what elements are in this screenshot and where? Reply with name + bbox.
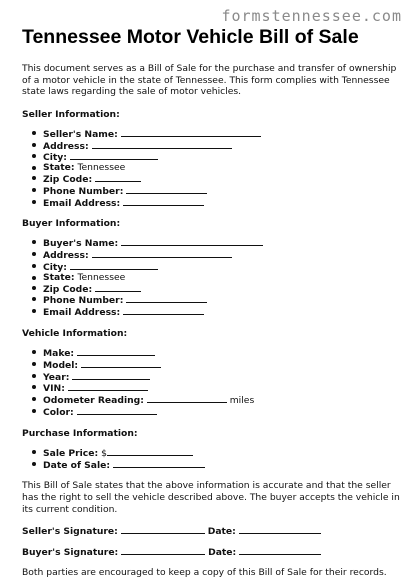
sale-date-field	[43, 459, 400, 471]
vehicle-model-field	[43, 359, 400, 371]
vehicle-make-field	[43, 347, 400, 359]
buyer-city-label: City:	[43, 261, 67, 273]
purchase-fields	[22, 447, 400, 471]
vehicle-vin-blank[interactable]	[68, 382, 148, 391]
buyer-state-field	[43, 273, 400, 283]
seller-email-label: Email Address:	[43, 197, 121, 209]
buyer-email-blank[interactable]	[123, 306, 204, 315]
watermark: formstennessee.com	[221, 7, 402, 25]
seller-city-label: City:	[43, 152, 67, 164]
vehicle-year-blank[interactable]	[72, 371, 150, 380]
seller-date-blank[interactable]	[239, 525, 321, 534]
page-title: Tennessee Motor Vehicle Bill of Sale	[22, 26, 359, 48]
seller-state-label: State:	[43, 162, 75, 174]
vehicle-make-blank[interactable]	[77, 347, 155, 356]
buyer-signature-blank[interactable]	[121, 546, 205, 555]
sale-price-label: Sale Price:	[43, 447, 99, 459]
seller-email-field	[43, 197, 400, 209]
seller-name-field	[43, 128, 400, 140]
seller-name-label: Seller's Name:	[43, 128, 118, 140]
vehicle-vin-field	[43, 382, 400, 394]
vehicle-model-blank[interactable]	[81, 359, 161, 368]
buyer-zip-label: Zip Code:	[43, 283, 93, 295]
seller-signature-line	[22, 525, 400, 538]
buyer-address-blank[interactable]	[92, 249, 232, 258]
sale-date-label: Date of Sale:	[43, 459, 111, 471]
vehicle-year-label: Year:	[43, 371, 70, 383]
buyer-date-label: Date:	[208, 547, 237, 559]
sale-date-blank[interactable]	[113, 459, 205, 468]
purchase-section-heading: Purchase Information:	[22, 427, 138, 439]
seller-zip-label: Zip Code:	[43, 173, 93, 185]
buyer-state-label: State:	[43, 271, 75, 283]
seller-section-heading: Seller Information:	[22, 108, 120, 120]
buyer-date-blank[interactable]	[239, 546, 321, 555]
vehicle-color-blank[interactable]	[77, 406, 157, 415]
seller-name-blank[interactable]	[121, 128, 261, 137]
seller-email-blank[interactable]	[123, 197, 204, 206]
buyer-name-field	[43, 237, 400, 249]
vehicle-vin-label: VIN:	[43, 383, 65, 395]
vehicle-odometer-blank[interactable]	[147, 394, 227, 403]
sale-price-field	[43, 447, 400, 459]
buyer-phone-label: Phone Number:	[43, 295, 124, 307]
statement-paragraph: This Bill of Sale states that the above information is accurate and that the seller has the right to sell the vehicle described above. The buyer accepts the vehicle in its current condition.	[22, 480, 400, 515]
buyer-signature-label: Buyer's Signature:	[22, 547, 119, 559]
seller-state-value: Tennessee	[77, 162, 126, 174]
buyer-email-field	[43, 306, 400, 318]
sale-price-blank[interactable]	[107, 447, 193, 456]
buyer-phone-field	[43, 294, 400, 306]
buyer-signature-line	[22, 546, 400, 559]
seller-phone-label: Phone Number:	[43, 185, 124, 197]
seller-phone-blank[interactable]	[126, 185, 207, 194]
sale-price-prefix: $	[101, 447, 107, 459]
vehicle-fields	[22, 347, 400, 418]
buyer-city-blank[interactable]	[70, 261, 158, 270]
buyer-name-blank[interactable]	[121, 237, 263, 246]
intro-paragraph: This document serves as a Bill of Sale for the purchase and transfer of ownership of a motor vehicle in the state of Tennessee. This form complies with Tennessee state laws regarding the sale of motor vehicles.	[22, 63, 397, 98]
vehicle-model-label: Model:	[43, 359, 79, 371]
seller-state-field	[43, 163, 400, 173]
buyer-section-heading: Buyer Information:	[22, 218, 121, 230]
buyer-email-label: Email Address:	[43, 307, 121, 319]
seller-zip-blank[interactable]	[95, 173, 141, 182]
buyer-fields	[22, 237, 400, 318]
vehicle-color-label: Color:	[43, 406, 74, 418]
vehicle-color-field	[43, 406, 400, 418]
buyer-phone-blank[interactable]	[126, 294, 207, 303]
buyer-state-value: Tennessee	[77, 271, 126, 283]
vehicle-odometer-field	[43, 394, 400, 406]
seller-date-label: Date:	[207, 526, 236, 538]
vehicle-year-field	[43, 371, 400, 383]
buyer-address-field	[43, 249, 400, 261]
seller-signature-label: Seller's Signature:	[22, 526, 118, 538]
seller-signature-blank[interactable]	[121, 525, 205, 534]
vehicle-make-label: Make:	[43, 347, 75, 359]
bill-of-sale-form	[22, 26, 400, 579]
seller-address-field	[43, 140, 400, 152]
buyer-address-label: Address:	[43, 250, 89, 262]
seller-city-blank[interactable]	[70, 151, 158, 160]
seller-address-blank[interactable]	[92, 140, 232, 149]
seller-address-label: Address:	[43, 140, 89, 152]
vehicle-odometer-label: Odometer Reading:	[43, 395, 144, 407]
seller-phone-field	[43, 185, 400, 197]
buyer-name-label: Buyer's Name:	[43, 238, 119, 250]
seller-zip-field	[43, 173, 400, 185]
buyer-zip-blank[interactable]	[95, 283, 141, 292]
buyer-zip-field	[43, 283, 400, 295]
seller-fields	[22, 128, 400, 209]
vehicle-section-heading: Vehicle Information:	[22, 327, 128, 339]
footer-note: Both parties are encouraged to keep a copy of this Bill of Sale for their records.	[22, 567, 387, 579]
vehicle-odometer-unit: miles	[229, 395, 255, 407]
